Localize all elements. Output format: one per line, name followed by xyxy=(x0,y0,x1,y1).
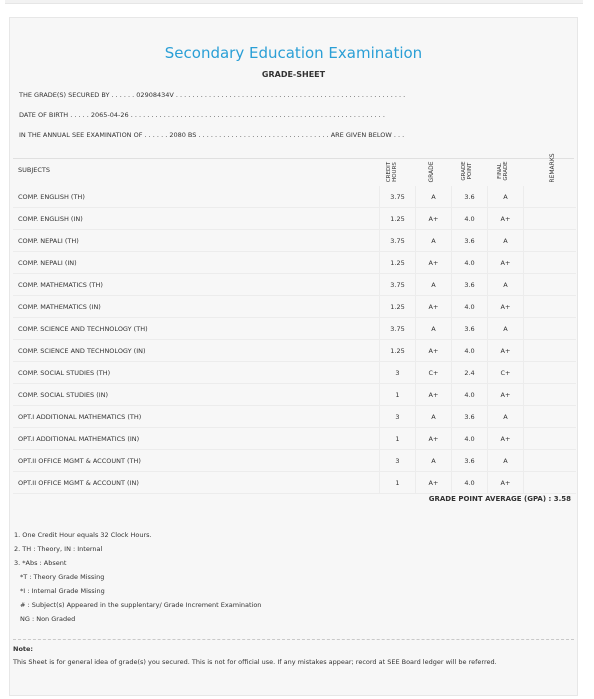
final-grade-cell: A xyxy=(488,230,524,252)
top-bar xyxy=(5,0,583,4)
final-grade-cell: A+ xyxy=(488,296,524,318)
table-row xyxy=(13,384,576,406)
grade-point-cell: 4.0 xyxy=(452,296,488,318)
grade-point-cell: 2.4 xyxy=(452,362,488,384)
remarks-cell xyxy=(524,406,577,428)
final-grade-cell: A+ xyxy=(488,340,524,362)
note-item: 1. One Credit Hour equals 32 Clock Hours. xyxy=(14,531,152,539)
note-item: *T : Theory Grade Missing xyxy=(20,573,105,581)
grade-cell: A+ xyxy=(416,208,452,230)
credit-hours-cell: 1.25 xyxy=(380,296,416,318)
grade-cell: A xyxy=(416,318,452,340)
credit-hours-cell: 1 xyxy=(380,428,416,450)
info-date-of-birth: DATE OF BIRTH . . . . . 2065-04-26 . . . . . . . . . . . . . . . . . . . . . . . . . . . . . . . . . . . . . . . . . . . . . . . . . . . . . . . . . . . . . . xyxy=(19,111,385,119)
credit-hours-cell: 3.75 xyxy=(380,318,416,340)
grade-cell: A+ xyxy=(416,340,452,362)
grade-cell: A+ xyxy=(416,296,452,318)
table-row xyxy=(13,318,576,340)
remarks-cell xyxy=(524,428,577,450)
table-row xyxy=(13,406,576,428)
grade-point-cell: 3.6 xyxy=(452,450,488,472)
grade-point-cell: 3.6 xyxy=(452,318,488,340)
final-grade-cell: A+ xyxy=(488,384,524,406)
remarks-cell xyxy=(524,252,577,274)
grade-cell: A xyxy=(416,274,452,296)
info-exam-year: IN THE ANNUAL SEE EXAMINATION OF . . . . . . 2080 BS . . . . . . . . . . . . . . . . . . . . . . . . . . . . . . . . ARE GIVEN BELOW . . . xyxy=(19,131,405,139)
remarks-cell xyxy=(524,340,577,362)
grade-point-cell: 3.6 xyxy=(452,406,488,428)
credit-hours-cell: 1 xyxy=(380,384,416,406)
remarks-cell xyxy=(524,274,577,296)
final-grade-cell: A xyxy=(488,450,524,472)
final-grade-cell: A+ xyxy=(488,428,524,450)
grade-cell: C+ xyxy=(416,362,452,384)
grade-cell: A xyxy=(416,230,452,252)
header-divider xyxy=(13,158,574,159)
final-grade-cell: C+ xyxy=(488,362,524,384)
credit-hours-cell: 3 xyxy=(380,362,416,384)
info-symbol-number: THE GRADE(S) SECURED BY . . . . . . 02908434V . . . . . . . . . . . . . . . . . . . . . . . . . . . . . . . . . . . . . . . . . . . . . . . . . . . . . . . . xyxy=(19,91,406,99)
subject-cell: COMP. NEPALI (TH) xyxy=(13,230,380,252)
notes-list xyxy=(14,528,261,626)
subject-cell: COMP. SOCIAL STUDIES (TH) xyxy=(13,362,380,384)
table-row xyxy=(13,472,576,494)
final-grade-cell: A+ xyxy=(488,472,524,494)
subject-cell: COMP. NEPALI (IN) xyxy=(13,252,380,274)
final-grade-cell: A+ xyxy=(488,208,524,230)
table-row xyxy=(13,252,576,274)
credit-hours-cell: 3.75 xyxy=(380,186,416,208)
remarks-cell xyxy=(524,296,577,318)
final-grade-cell: A xyxy=(488,274,524,296)
grade-cell: A xyxy=(416,186,452,208)
remarks-cell xyxy=(524,450,577,472)
note-item: *I : Internal Grade Missing xyxy=(20,587,105,595)
grade-sheet-panel xyxy=(9,17,578,696)
remarks-cell xyxy=(524,384,577,406)
note-item: 3. *Abs : Absent xyxy=(14,559,67,567)
column-header-final-grade: FINAL GRADE xyxy=(497,161,509,181)
grade-cell: A+ xyxy=(416,252,452,274)
table-row xyxy=(13,208,576,230)
column-header-remarks: REMARKS xyxy=(549,153,556,183)
table-row xyxy=(13,428,576,450)
remarks-cell xyxy=(524,230,577,252)
grade-point-cell: 3.6 xyxy=(452,274,488,296)
grade-cell: A+ xyxy=(416,472,452,494)
column-header-grade-point: GRADE POINT xyxy=(461,161,473,181)
grade-cell: A+ xyxy=(416,428,452,450)
table-row xyxy=(13,362,576,384)
disclaimer-text: This Sheet is for general idea of grade(s) you secured. This is not for official use. If any mistakes appear; record at SEE Board ledger will be referred. xyxy=(13,658,497,666)
table-row xyxy=(13,450,576,472)
subject-cell: OPT.I ADDITIONAL MATHEMATICS (TH) xyxy=(13,406,380,428)
table-row xyxy=(13,274,576,296)
subject-cell: COMP. MATHEMATICS (IN) xyxy=(13,296,380,318)
subject-cell: COMP. MATHEMATICS (TH) xyxy=(13,274,380,296)
credit-hours-cell: 1.25 xyxy=(380,252,416,274)
grade-cell: A+ xyxy=(416,384,452,406)
grade-cell: A xyxy=(416,450,452,472)
grade-point-cell: 3.6 xyxy=(452,230,488,252)
final-grade-cell: A xyxy=(488,406,524,428)
remarks-cell xyxy=(524,186,577,208)
grade-point-cell: 4.0 xyxy=(452,340,488,362)
column-header-grade: GRADE xyxy=(428,161,435,183)
column-header-subjects: SUBJECTS xyxy=(18,166,51,174)
table-row xyxy=(13,340,576,362)
credit-hours-cell: 3.75 xyxy=(380,230,416,252)
table-row xyxy=(13,230,576,252)
credit-hours-cell: 3 xyxy=(380,406,416,428)
subject-cell: COMP. ENGLISH (IN) xyxy=(13,208,380,230)
subject-cell: COMP. SCIENCE AND TECHNOLOGY (IN) xyxy=(13,340,380,362)
subject-cell: COMP. SOCIAL STUDIES (IN) xyxy=(13,384,380,406)
grade-point-cell: 4.0 xyxy=(452,384,488,406)
column-header-credit-hours: CREDIT HOURS xyxy=(386,161,398,183)
page-title: Secondary Education Examination xyxy=(164,44,423,62)
gpa-summary: GRADE POINT AVERAGE (GPA) : 3.58 xyxy=(428,495,571,503)
grade-point-cell: 4.0 xyxy=(452,208,488,230)
grade-point-cell: 3.6 xyxy=(452,186,488,208)
final-grade-cell: A+ xyxy=(488,252,524,274)
table-row xyxy=(13,296,576,318)
remarks-cell xyxy=(524,208,577,230)
note-heading: Note: xyxy=(13,645,34,653)
notes-divider xyxy=(13,639,574,640)
credit-hours-cell: 1 xyxy=(380,472,416,494)
final-grade-cell: A xyxy=(488,186,524,208)
subject-cell: OPT.II OFFICE MGMT & ACCOUNT (TH) xyxy=(13,450,380,472)
grades-table xyxy=(13,186,576,494)
grade-cell: A xyxy=(416,406,452,428)
remarks-cell xyxy=(524,472,577,494)
credit-hours-cell: 1.25 xyxy=(380,208,416,230)
subject-cell: COMP. SCIENCE AND TECHNOLOGY (TH) xyxy=(13,318,380,340)
subject-cell: COMP. ENGLISH (TH) xyxy=(13,186,380,208)
subject-cell: OPT.I ADDITIONAL MATHEMATICS (IN) xyxy=(13,428,380,450)
note-item: NG : Non Graded xyxy=(20,615,76,623)
credit-hours-cell: 1.25 xyxy=(380,340,416,362)
remarks-cell xyxy=(524,318,577,340)
credit-hours-cell: 3 xyxy=(380,450,416,472)
grade-point-cell: 4.0 xyxy=(452,252,488,274)
grade-point-cell: 4.0 xyxy=(452,428,488,450)
table-row xyxy=(13,186,576,208)
credit-hours-cell: 3.75 xyxy=(380,274,416,296)
page-subtitle: GRADE-SHEET xyxy=(261,70,326,79)
remarks-cell xyxy=(524,362,577,384)
note-item: # : Subject(s) Appeared in the supplentary/ Grade Increment Examination xyxy=(20,601,262,609)
note-item: 2. TH : Theory, IN : Internal xyxy=(14,545,103,553)
subject-cell: OPT.II OFFICE MGMT & ACCOUNT (IN) xyxy=(13,472,380,494)
final-grade-cell: A xyxy=(488,318,524,340)
grade-point-cell: 4.0 xyxy=(452,472,488,494)
